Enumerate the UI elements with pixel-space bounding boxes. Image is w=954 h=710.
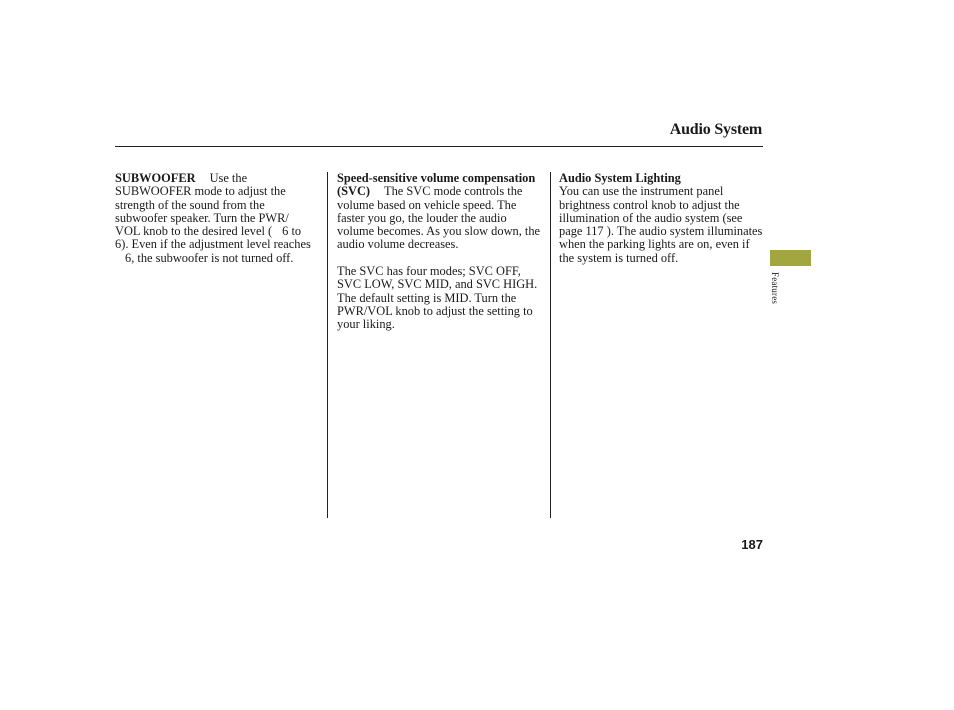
svc-paragraph-2: The SVC has four modes; SVC OFF, SVC LOW, SVC MID, and SVC HIGH. The default setting is MID. Turn the PWR/VOL knob to adjust the setting to your liking. <box>337 264 538 332</box>
page-title: Audio System <box>669 121 762 138</box>
svc-column <box>337 172 542 332</box>
lighting-text: You can use the instrument panel brightness control knob to adjust the illumination of the audio system (see page 117 ). The audio system illuminates when the parking lights are on, even if the system is turned off. <box>559 184 763 265</box>
subwoofer-text-2: 6). Even if the adjustment level reaches <box>115 237 311 252</box>
section-label: Features <box>770 272 780 305</box>
subwoofer-lead: Use the <box>209 171 248 185</box>
subwoofer-paragraph <box>115 172 315 265</box>
svc-text-1: The SVC mode controls the volume based on vehicle speed. The faster you go, the louder the audio volume becomes. As you slow down, the audio volume decreases. <box>337 184 541 252</box>
subwoofer-text-1: SUBWOOFER mode to adjust the strength of the sound from the subwoofer speaker. Turn the PWR/ VOL knob to the desired level ( <box>115 184 289 239</box>
lighting-paragraph <box>559 172 764 265</box>
section-tab <box>770 250 811 266</box>
lighting-column <box>559 172 764 265</box>
column-divider-2 <box>550 172 551 518</box>
subwoofer-level-max: 6, the subwoofer is not turned off. <box>125 250 294 265</box>
subwoofer-column <box>115 172 315 265</box>
svc-paragraph-1 <box>337 172 542 252</box>
column-divider-1 <box>327 172 328 518</box>
subwoofer-to-word: to <box>291 224 302 239</box>
subwoofer-level-min: 6 <box>282 224 289 239</box>
page-number: 187 <box>741 537 763 552</box>
title-divider <box>115 146 763 147</box>
svc-heading: Speed-sensitive volume compensation (SVC) <box>337 171 536 199</box>
subwoofer-heading: SUBWOOFER <box>115 171 196 185</box>
lighting-heading: Audio System Lighting <box>559 171 681 185</box>
